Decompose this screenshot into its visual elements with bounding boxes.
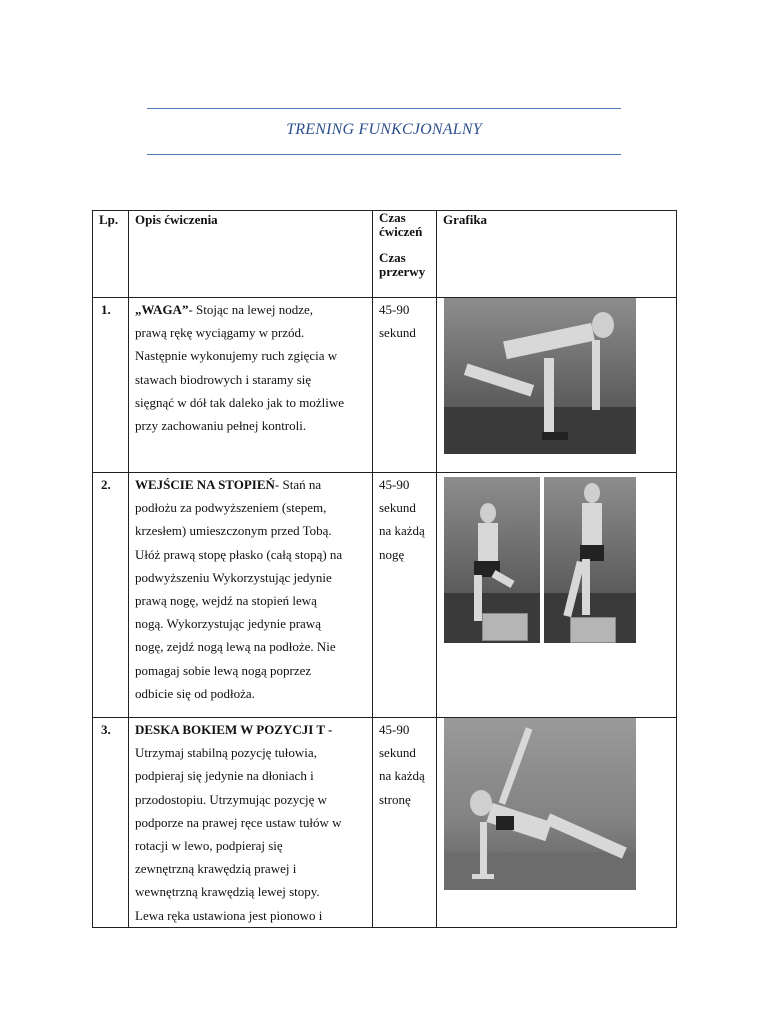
- time-line: 45-90: [379, 477, 410, 492]
- description-line: Następnie wykonujemy ruch zgięcia w: [135, 348, 338, 364]
- exercise-table: [92, 210, 677, 928]
- row-graphic-cell: [437, 718, 677, 928]
- title-rule-bottom: [147, 154, 621, 155]
- header-time-exercise-2: ćwiczeń: [379, 224, 423, 239]
- header-time-break-2: przerwy: [379, 264, 426, 279]
- description-line: zewnętrzną krawędzią prawej i: [135, 861, 297, 877]
- time-line: na każdą: [379, 768, 425, 784]
- exercise-photo-balance: [444, 298, 636, 454]
- description-line: przodostopiu. Utrzymując pozycję w: [135, 791, 328, 807]
- header-time-break-1: Czas: [379, 250, 406, 265]
- document-title: TRENING FUNKCJONALNY: [286, 121, 482, 138]
- time-line: stronę: [379, 791, 411, 807]
- row-number: 1.: [101, 302, 111, 317]
- header-lp-cell: [93, 211, 129, 298]
- time-line: sekund: [379, 325, 416, 341]
- row-description-cell: [129, 298, 373, 473]
- description-line: Lewa ręka ustawiona jest pionowo i: [135, 907, 323, 923]
- row-description-cell: [129, 473, 373, 718]
- row-number-cell: [93, 298, 129, 473]
- header-graphic: Grafika: [443, 212, 488, 227]
- header-description: Opis ćwiczenia: [135, 212, 218, 227]
- title-rule-top: [147, 108, 621, 109]
- description-line: krzesłem) umieszczonym przed Tobą.: [135, 523, 332, 539]
- row-number: 2.: [101, 477, 111, 492]
- header-time-exercise-1: Czas: [379, 210, 406, 225]
- description-line: nogę, zejdź nogą lewą na podłoże. Nie: [135, 639, 336, 655]
- description-line: podwyższeniu Wykorzystując jedynie: [135, 569, 332, 585]
- description-line: odbicie się od podłoża.: [135, 685, 255, 701]
- description-line: sięgnąć w dół tak daleko jak to możliwe: [135, 394, 345, 410]
- header-time-cell: [373, 211, 437, 298]
- description-line: - Stań na: [274, 477, 322, 492]
- time-line: 45-90: [379, 722, 410, 737]
- row-description-cell: [129, 718, 373, 928]
- table-row: [93, 473, 677, 718]
- description-line: wewnętrzną krawędzią lewej stopy.: [135, 884, 320, 900]
- exercise-photo-step-up-top: [544, 477, 636, 643]
- description-line: przy zachowaniu pełnej kontroli.: [135, 418, 307, 434]
- description-line: rotacji w lewo, podpieraj się: [135, 838, 283, 854]
- description-line: -: [324, 722, 333, 737]
- row-graphic-cell: [437, 298, 677, 473]
- time-line: 45-90: [379, 302, 410, 317]
- row-graphic-cell: [437, 473, 677, 718]
- row-time-cell: [373, 473, 437, 718]
- exercise-name: DESKA BOKIEM W POZYCJI T: [135, 722, 325, 737]
- description-line: podłożu za podwyższeniem (stepem,: [135, 500, 327, 516]
- row-number-cell: [93, 718, 129, 928]
- description-line: pomagaj sobie lewą nogą poprzez: [135, 662, 312, 678]
- description-line: nogą. Wykorzystując jedynie prawą: [135, 616, 321, 632]
- description-line: - Stojąc na lewej nodze,: [188, 302, 313, 317]
- description-line: Ułóż prawą stopę płasko (całą stopą) na: [135, 546, 343, 562]
- header-description-cell: [129, 211, 373, 298]
- description-line: stawach biodrowych i staramy się: [135, 371, 312, 387]
- header-graphic-cell: [437, 211, 677, 298]
- description-line: podpieraj się jedynie na dłoniach i: [135, 768, 314, 784]
- description-line: prawą nogę, wejdź na stopień lewą: [135, 593, 317, 609]
- table-header-row: [93, 211, 677, 298]
- exercise-name: „WAGA”: [135, 302, 189, 317]
- exercise-photo-step-up-start: [444, 477, 540, 643]
- row-time-cell: [373, 718, 437, 928]
- time-line: sekund: [379, 500, 416, 516]
- time-line: sekund: [379, 745, 416, 761]
- description-line: Utrzymaj stabilną pozycję tułowia,: [135, 745, 317, 761]
- row-number: 3.: [101, 722, 111, 737]
- table-row: [93, 298, 677, 473]
- description-line: podporze na prawej ręce ustaw tułów w: [135, 814, 342, 830]
- time-line: nogę: [379, 546, 405, 562]
- exercise-name: WEJŚCIE NA STOPIEŃ: [135, 477, 275, 492]
- header-lp: Lp.: [99, 212, 119, 227]
- time-line: na każdą: [379, 523, 425, 539]
- row-time-cell: [373, 298, 437, 473]
- description-line: prawą rękę wyciągamy w przód.: [135, 325, 305, 341]
- table-row: [93, 718, 677, 928]
- row-number-cell: [93, 473, 129, 718]
- exercise-photo-side-plank: [444, 718, 636, 890]
